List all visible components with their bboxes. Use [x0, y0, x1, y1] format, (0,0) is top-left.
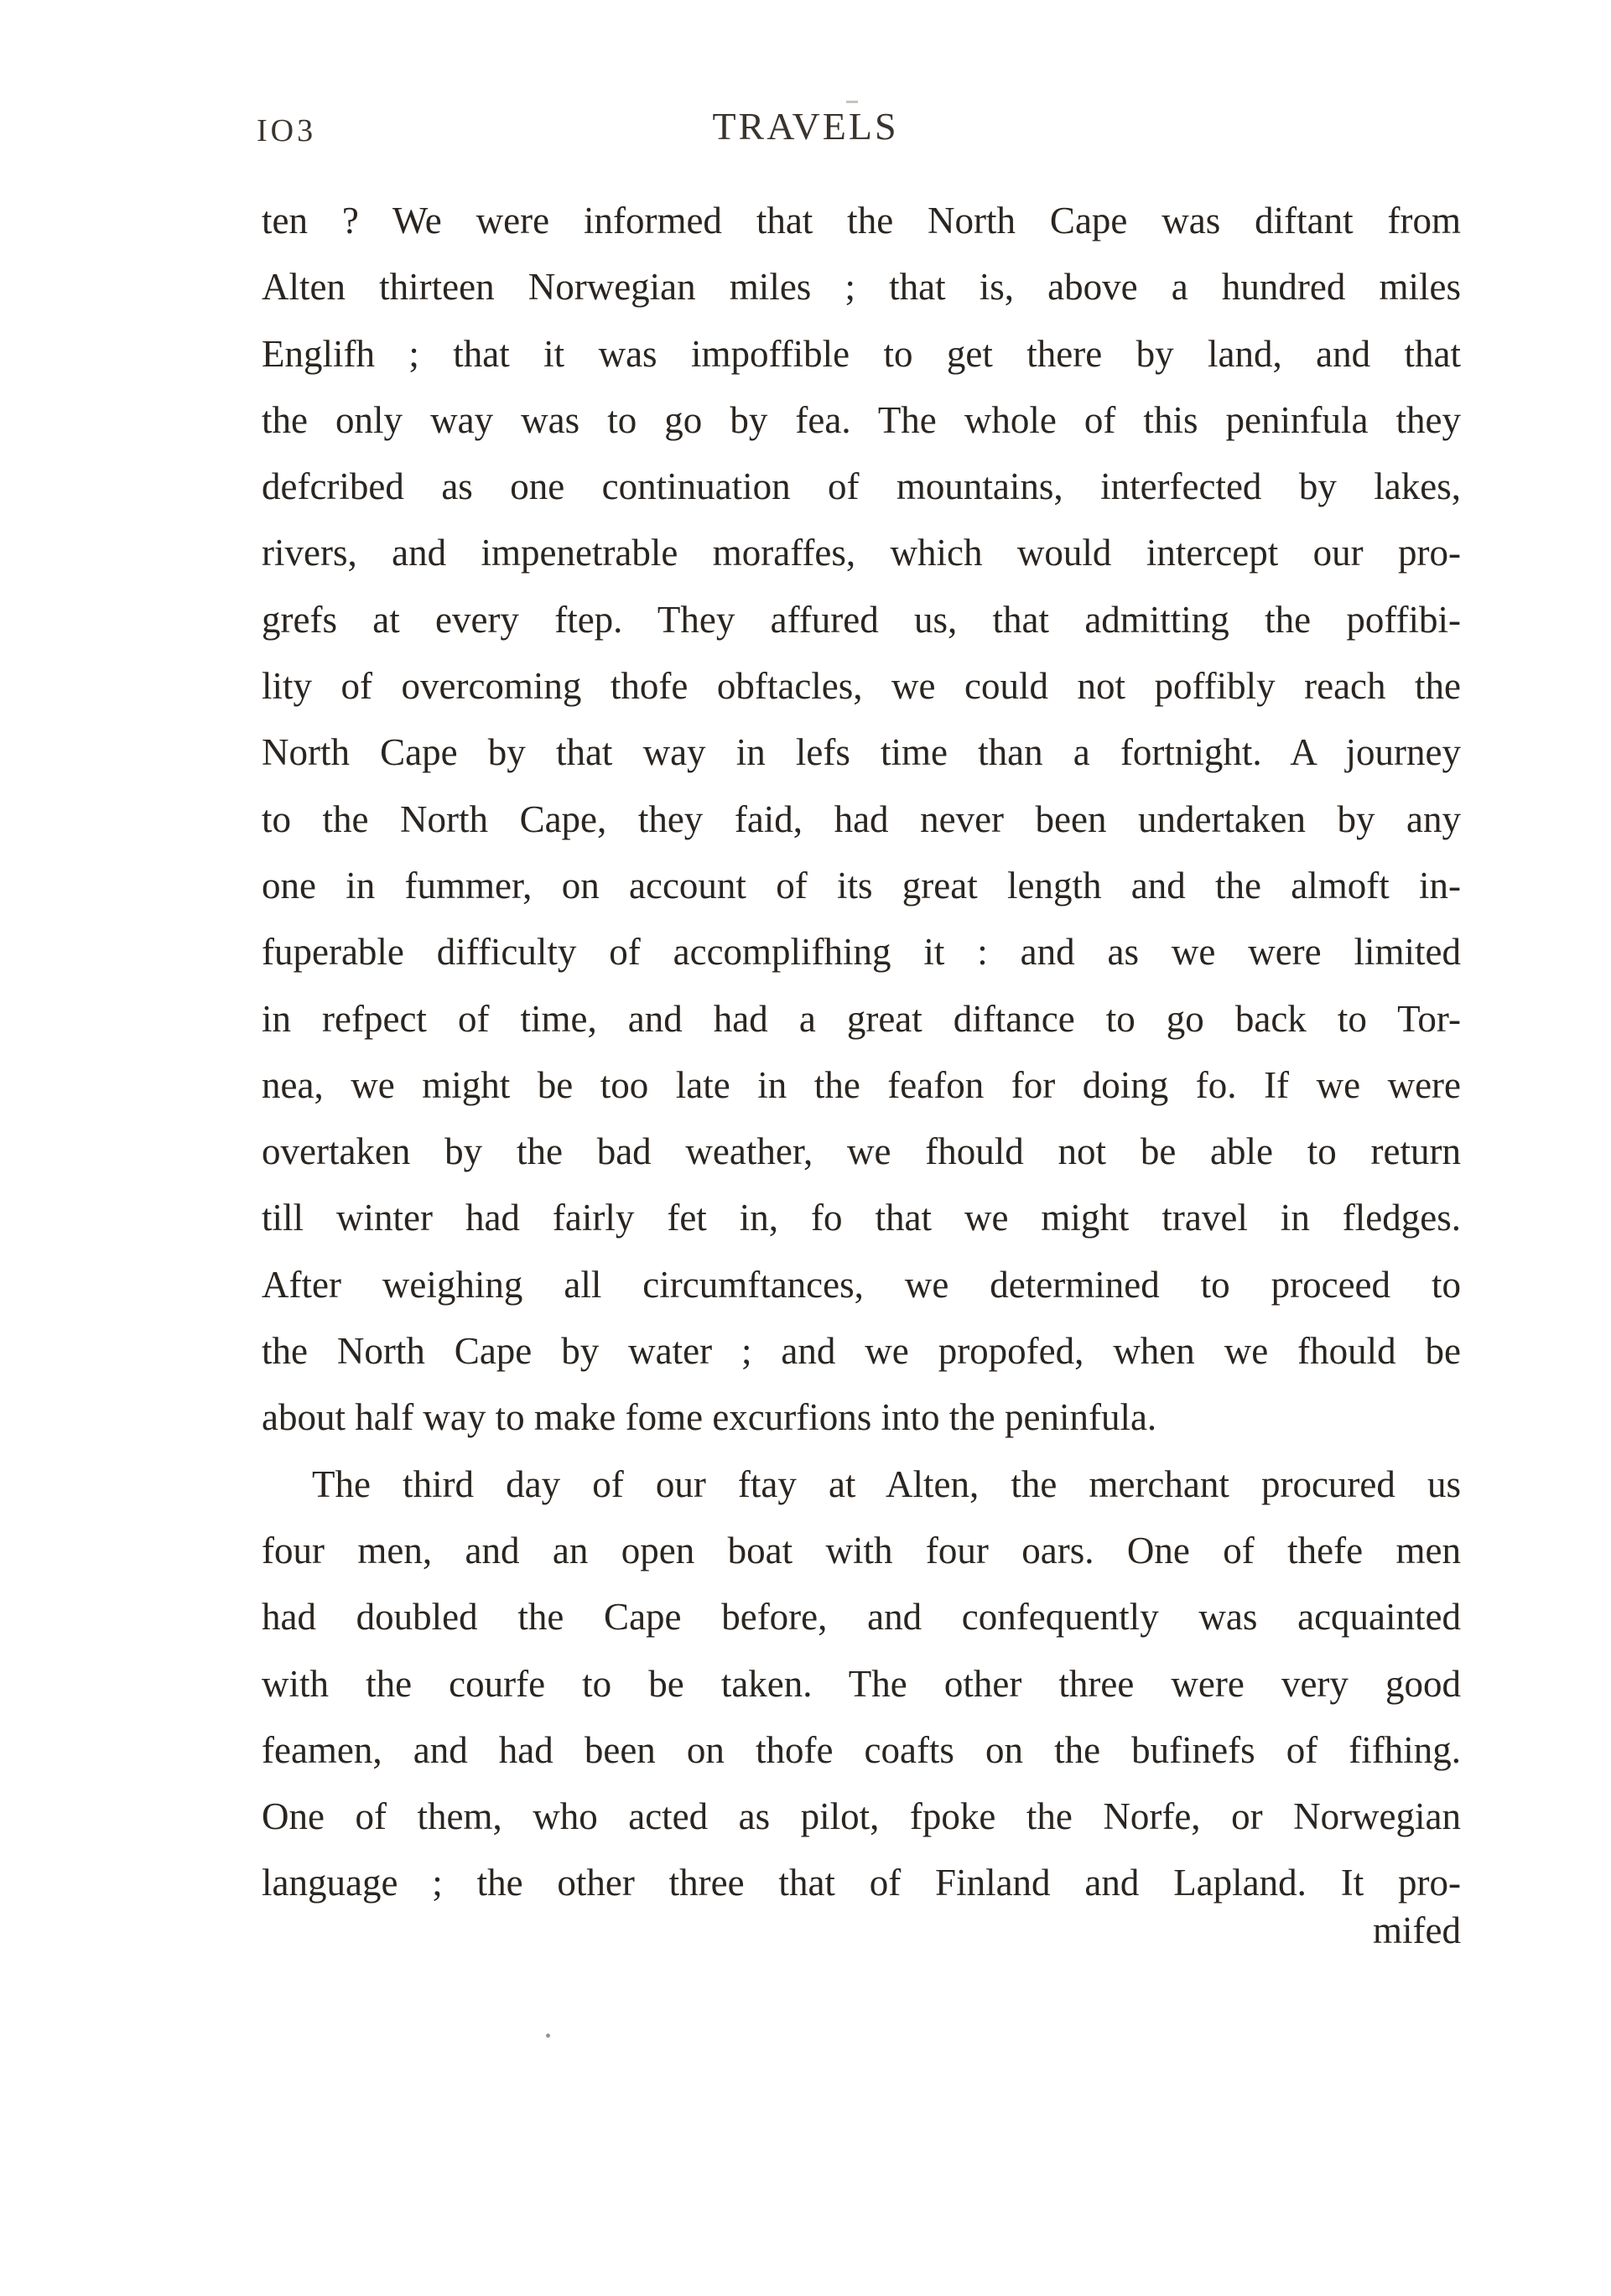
text-line: ten ? We were informed that the North Cape was diftant from [262, 200, 1461, 242]
text-line: After weighing all circumftances, we determined to proceed to [262, 1263, 1461, 1306]
text-line: to the North Cape, they faid, had never been undertaken by any [262, 797, 1461, 840]
ink-speck [546, 2034, 550, 2038]
text-line: The third day of our ftay at Alten, the merchant procured us [312, 1462, 1461, 1505]
body-text [262, 188, 1461, 1917]
running-head: TRAVELS [712, 105, 899, 148]
text-line: in refpect of time, and had a great diftance to go back to Tor- [262, 997, 1461, 1040]
text-line: four men, and an open boat with four oars. One of thefe men [262, 1529, 1461, 1571]
text-line: defcribed as one continuation of mountains, interfected by lakes, [262, 465, 1461, 508]
text-line: about half way to make fome excurfions into the peninfula. [262, 1396, 1157, 1439]
text-line: Alten thirteen Norwegian miles ; that is, above a hundred miles [262, 266, 1461, 309]
text-line: rivers, and impenetrable moraffes, which would intercept our pro- [262, 532, 1461, 574]
text-line: fuperable difficulty of accomplifhing it : and as we were limited [262, 931, 1461, 974]
text-line: till winter had fairly fet in, fo that we might travel in fledges. [262, 1197, 1461, 1239]
text-line: North Cape by that way in lefs time than a fortnight. A journey [262, 731, 1461, 774]
text-line: the North Cape by water ; and we propofed, when we fhould be [262, 1330, 1461, 1373]
text-line: Englifh ; that it was impoffible to get there by land, and that [262, 332, 1461, 375]
text-line: nea, we might be too late in the feafon for doing fo. If we were [262, 1063, 1461, 1106]
text-line: grefs at every ftep. They affured us, that admitting the poffibi- [262, 598, 1461, 641]
text-line: One of them, who acted as pilot, fpoke the Norfe, or Norwegian [262, 1795, 1461, 1838]
text-line: lity of overcoming thofe obftacles, we could not poffibly reach the [262, 665, 1461, 708]
text-line: with the courfe to be taken. The other three were very good [262, 1662, 1461, 1705]
text-line: feamen, and had been on thofe coafts on the bufinefs of fifhing. [262, 1728, 1461, 1771]
page-number: IO3 [257, 113, 317, 148]
text-line: had doubled the Cape before, and confequently was acquainted [262, 1596, 1461, 1639]
ink-mark [846, 101, 858, 103]
text-line: the only way was to go by fea. The whole of this peninfula they [262, 398, 1461, 441]
text-line: overtaken by the bad weather, we fhould not be able to return [262, 1130, 1461, 1173]
text-line: one in fummer, on account of its great length and the almoft in- [262, 864, 1461, 906]
catchword: mifed [1373, 1909, 1461, 1951]
text-line: language ; the other three that of Finland and Lapland. It pro- [262, 1862, 1461, 1904]
